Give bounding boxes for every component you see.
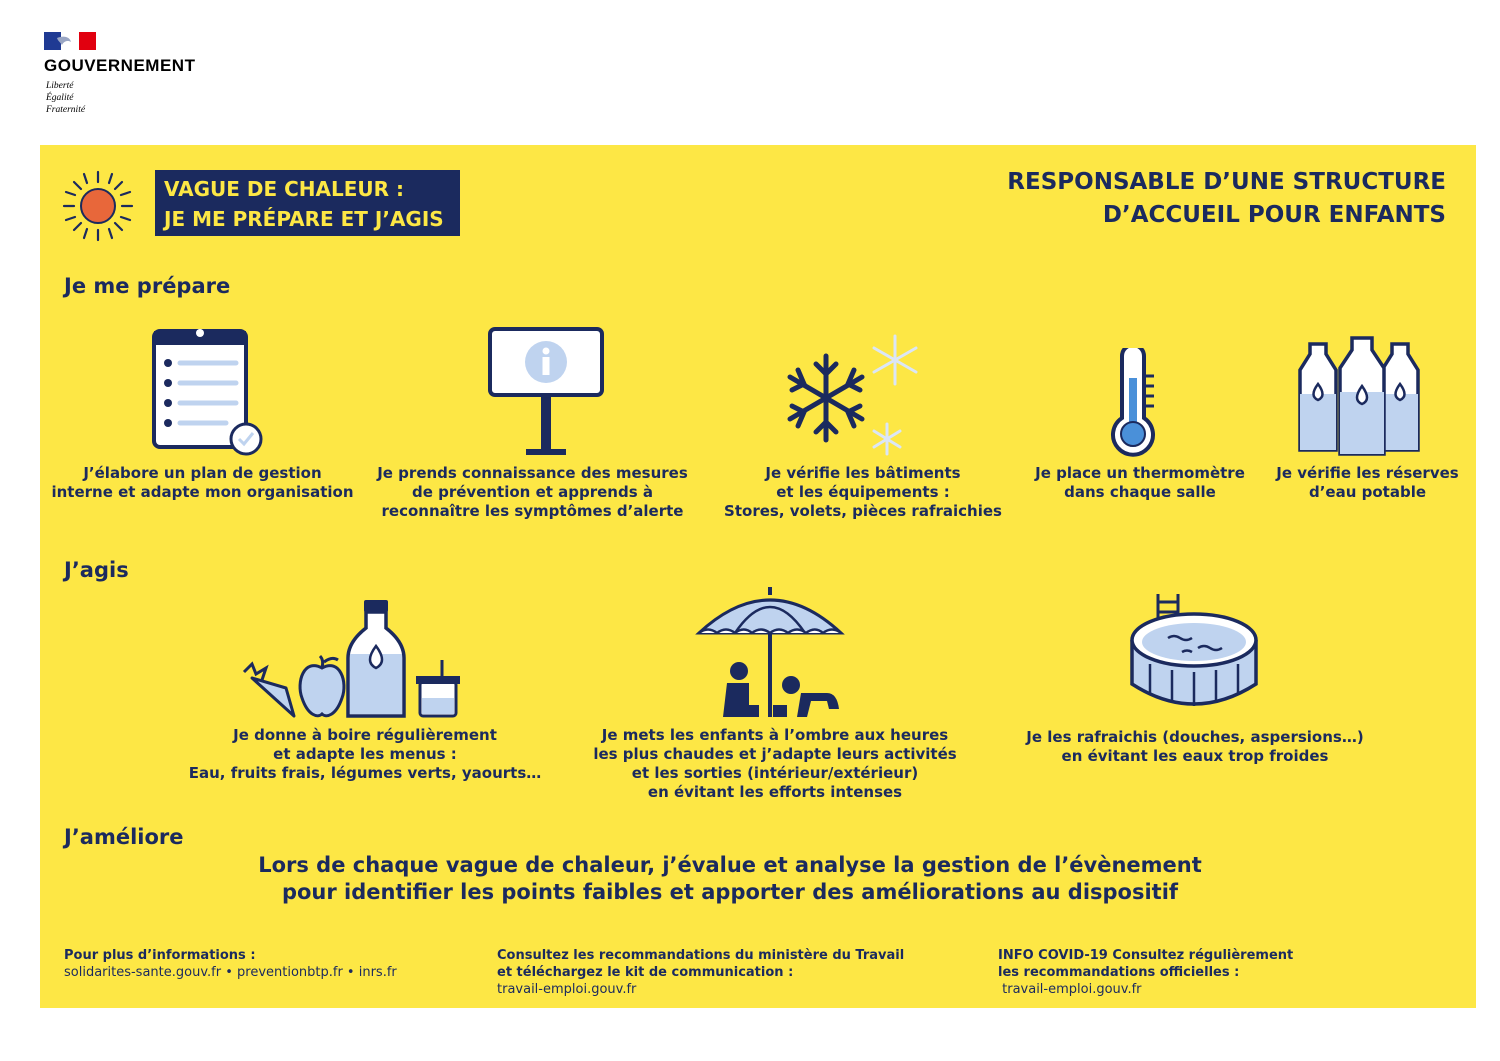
caption-line: en évitant les efforts intenses <box>647 783 903 801</box>
caption-plan-gestion <box>40 464 365 502</box>
footer-covid-label-1: INFO COVID-19 Consultez régulièrement <box>998 948 1294 963</box>
motto-egalite: Égalité <box>46 93 74 103</box>
snowflake-icon <box>780 332 925 460</box>
caption-line: et adapte les menus : <box>273 745 457 763</box>
caption-rafraichis <box>1020 728 1370 766</box>
footer-more-info <box>64 947 484 981</box>
audience-title-line-1: RESPONSABLE D’UNE STRUCTURE <box>1007 169 1446 195</box>
audience-title-line-2: D’ACCUEIL POUR ENFANTS <box>1102 202 1446 228</box>
caption-thermometre <box>1030 464 1250 502</box>
footer-covid <box>998 947 1438 998</box>
caption-line: les plus chaudes et j’adapte leurs activités <box>593 745 957 763</box>
improve-line-2: pour identifier les points faibles et apporter des améliorations au dispositif <box>281 880 1179 904</box>
motto-fraternite: Fraternité <box>46 105 86 115</box>
caption-line: dans chaque salle <box>1064 483 1216 501</box>
caption-line: en évitant les eaux trop froides <box>1061 747 1329 765</box>
caption-ombre-activites <box>585 726 965 802</box>
caption-reserves-eau <box>1270 464 1465 502</box>
caption-line: J’élabore un plan de gestion <box>83 464 322 482</box>
improve-line-1: Lors de chaque vague de chaleur, j’évalue et analyse la gestion de l’évènement <box>258 853 1202 877</box>
caption-line: de prévention et apprends à <box>411 483 653 501</box>
caption-line: Je donne à boire régulièrement <box>233 726 497 744</box>
republic-motto <box>46 80 85 116</box>
title-line-2: JE ME PRÉPARE ET J’AGIS <box>164 207 444 231</box>
section-improve-heading: J’améliore <box>64 825 184 849</box>
footer-covid-link[interactable]: travail-emploi.gouv.fr <box>998 982 1142 997</box>
improve-statement <box>160 852 1300 906</box>
caption-line: interne et adapte mon organisation <box>51 483 354 501</box>
caption-line: reconnaître les symptômes d’alerte <box>381 502 684 520</box>
umbrella-shade-icon <box>695 585 845 721</box>
caption-boire-menus <box>185 726 545 783</box>
caption-line: d’eau potable <box>1308 483 1427 501</box>
caption-line: et les équipements : <box>776 483 950 501</box>
audience-title <box>886 166 1446 232</box>
motto-liberte: Liberté <box>46 81 74 91</box>
food-and-water-icon <box>238 598 468 720</box>
caption-mesures-prevention <box>370 464 695 521</box>
caption-line: Je place un thermomètre <box>1035 464 1245 482</box>
caption-line: Eau, fruits frais, légumes verts, yaourts… <box>188 764 542 782</box>
title-box <box>155 170 460 236</box>
caption-line: Je prends connaissance des mesures <box>377 464 688 482</box>
pool-icon <box>1128 590 1260 710</box>
footer-more-info-label: Pour plus d’informations : <box>64 948 256 963</box>
caption-line: Je les rafraichis (douches, aspersions…) <box>1026 728 1364 746</box>
footer-ministry-label-2: et téléchargez le kit de communication : <box>497 965 794 980</box>
water-bottles-icon <box>1294 334 1434 458</box>
caption-line: Je vérifie les bâtiments <box>765 464 961 482</box>
section-prepare-heading: Je me prépare <box>64 274 231 298</box>
section-act-heading: J’agis <box>64 558 129 582</box>
caption-line: Je vérifie les réserves <box>1276 464 1459 482</box>
footer-links[interactable]: solidarites-sante.gouv.fr • preventionbtp.fr • inrs.fr <box>64 965 397 980</box>
footer-ministry-label-1: Consultez les recommandations du ministère du Travail <box>497 948 905 963</box>
footer-ministry-link[interactable]: travail-emploi.gouv.fr <box>497 982 637 997</box>
title-line-1: VAGUE DE CHALEUR : <box>164 177 405 201</box>
caption-batiments <box>708 464 1018 521</box>
info-sign-icon <box>486 325 606 459</box>
footer-ministry <box>497 947 937 998</box>
caption-line: Je mets les enfants à l’ombre aux heures <box>601 726 949 744</box>
thermometer-icon <box>1108 348 1160 458</box>
caption-line: Stores, volets, pièces rafraichies <box>724 502 1002 520</box>
clipboard-checklist-icon <box>150 325 268 457</box>
government-logo <box>44 32 244 132</box>
sun-icon <box>62 170 134 242</box>
footer-covid-label-2: les recommandations officielles : <box>998 965 1240 980</box>
government-wordmark: GOUVERNEMENT <box>44 56 196 75</box>
marianne-flag-icon <box>44 32 96 50</box>
caption-line: et les sorties (intérieur/extérieur) <box>631 764 919 782</box>
